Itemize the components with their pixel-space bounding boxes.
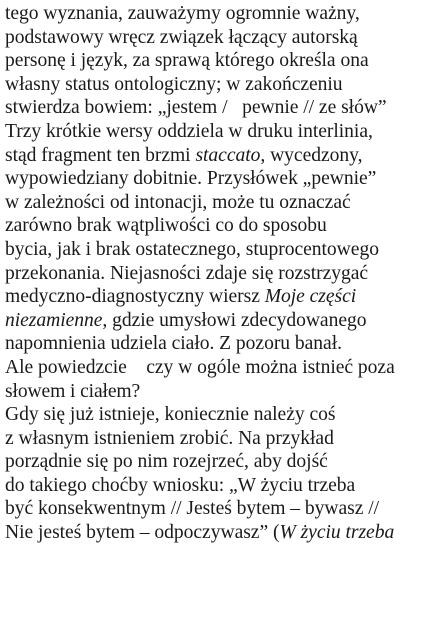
text-segment: przekonania. Niejasności zdaje się rozstrzygać [5,262,369,284]
text-segment: Gdy się już istnieje, koniecznie należy coś [5,404,336,426]
text-segment: w zależności od intonacji, może tu oznaczać [5,191,351,213]
text-segment: Trzy krótkie wersy oddziela w druku interlinia, [5,120,373,142]
text-segment: porządnie się po nim rozejrzeć, aby dojść [5,451,328,473]
italic-text-segment: staccato [195,144,261,166]
text-line [5,497,431,521]
text-segment: podstawowy wręcz związek łączący autorską [5,26,358,48]
text-line [5,73,431,97]
text-segment: Ale powiedzcie czy w ogóle można istnieć poza [5,356,395,378]
text-line [5,214,431,238]
text-segment: tego wyznania, zauważymy ogromnie ważny, [5,3,360,24]
text-segment: medyczno-diagnostyczny wiersz [5,286,265,308]
text-segment: , gdzie umysłowi zdecydowanego [102,309,367,331]
text-line [5,474,431,498]
text-segment: stwierdza bowiem: „jestem / pewnie // ze słów” [5,97,387,119]
text-segment: być konsekwentnym // Jesteś bytem – bywasz // [5,498,380,520]
text-line [5,380,431,404]
text-line [5,332,431,356]
italic-text-segment: W życiu trzeba [279,522,395,544]
text-segment: z własnym istnieniem zrobić. Na przykład [5,427,334,449]
text-line [5,49,431,73]
text-segment: , wycedzony, [260,144,363,166]
text-segment: stąd fragment ten brzmi [5,144,196,166]
text-segment: personę i język, za sprawą którego określa ona [5,50,369,72]
text-line [5,403,431,427]
text-line [5,356,431,380]
text-line [5,427,431,451]
text-line [5,285,431,309]
text-line [5,144,431,168]
text-line [5,521,431,545]
text-line [5,450,431,474]
italic-text-segment: Moje części [264,286,357,308]
text-line [5,96,431,120]
text-line [5,167,431,191]
text-line [5,309,431,333]
text-segment: Nie jesteś bytem – odpoczywasz” ( [5,522,280,544]
text-line [5,120,431,144]
text-segment: wypowiedziany dobitnie. Przysłówek „pewnie” [5,168,377,190]
text-line [5,262,431,286]
italic-text-segment: niezamienne [5,309,103,331]
text-line [5,238,431,262]
text-line [5,2,431,26]
text-segment: słowem i ciałem? [5,380,141,402]
text-line [5,26,431,50]
text-segment: napomnienia udziela ciało. Z pozoru banał. [5,333,342,355]
text-segment: własny status ontologiczny; w zakończeniu [5,73,343,95]
text-line [5,191,431,215]
text-segment: zarówno brak wątpliwości co do sposobu [5,215,327,237]
text-segment: bycia, jak i brak ostatecznego, stuprocentowego [5,238,379,260]
text-segment: do takiego choćby wniosku: „W życiu trzeba [5,474,356,496]
